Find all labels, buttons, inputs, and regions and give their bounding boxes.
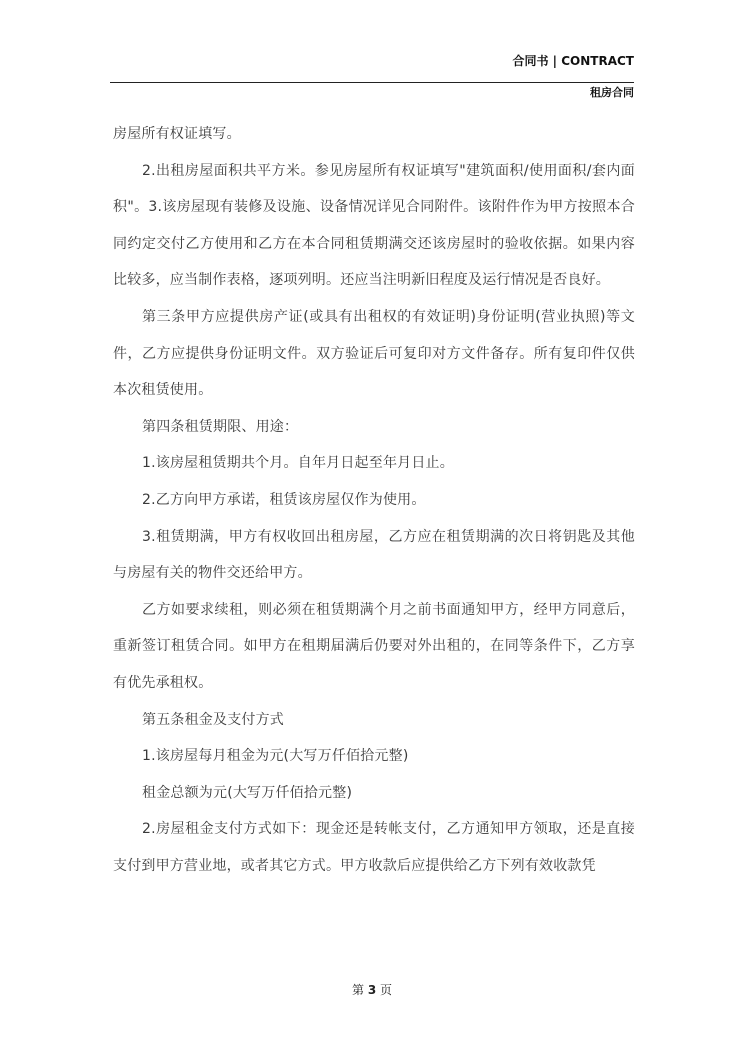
page-number-suffix: 页 — [380, 983, 393, 997]
paragraph-article-5-heading: 第五条租金及支付方式 — [142, 711, 284, 728]
paragraph-lease-use: 2.乙方向甲方承诺，租赁该房屋仅作为使用。 — [142, 491, 426, 508]
document-body — [113, 116, 635, 884]
header-divider — [110, 82, 634, 83]
paragraph-lease-term: 1.该房屋租赁期共个月。自年月日起至年月日止。 — [142, 455, 454, 472]
paragraph-renewal: 乙方如要求续租，则必须在租赁期满个月之前书面通知甲方，经甲方同意后，重新签订租赁合同。如甲方在租期届满后仍要对外出租的，在同等条件下，乙方享有优先承租权。 — [113, 601, 635, 691]
page-header — [110, 52, 634, 98]
page-number: 3 — [367, 983, 377, 997]
paragraph-area-clause: 2.出租房屋面积共平方米。参见房屋所有权证填写"建筑面积/使用面积/套内面积"。3.该房屋现有装修及设施、设备情况详见合同附件。该附件作为甲方按照本合同约定交付乙方使用和乙方在本合同租赁期满交还该房屋时的验收依据。如果内容比较多，应当制作表格，逐项列明。还应当注明新旧程度及运行情况是否良好。 — [113, 162, 635, 289]
page-footer — [0, 981, 744, 998]
paragraph-payment-method: 2.房屋租金支付方式如下：现金还是转帐支付，乙方通知甲方领取，还是直接支付到甲方营业地，或者其它方式。甲方收款后应提供给乙方下列有效收款凭 — [113, 821, 635, 874]
page-number-prefix: 第 — [351, 983, 364, 997]
paragraph-continuation: 房屋所有权证填写。 — [113, 126, 241, 142]
header-title: 合同书 | CONTRACT — [512, 54, 634, 68]
paragraph-monthly-rent: 1.该房屋每月租金为元(大写万仟佰拾元整) — [142, 748, 409, 765]
paragraph-total-rent: 租金总额为元(大写万仟佰拾元整) — [142, 784, 353, 801]
paragraph-article-4-heading: 第四条租赁期限、用途： — [142, 418, 299, 435]
paragraph-article-3: 第三条甲方应提供房产证(或具有出租权的有效证明)身份证明(营业执照)等文件，乙方应提供身份证明文件。双方验证后可复印对方文件备存。所有复印件仅供本次租赁使用。 — [113, 308, 635, 399]
header-subtitle: 租房合同 — [590, 86, 634, 99]
paragraph-lease-expiry: 3.租赁期满，甲方有权收回出租房屋，乙方应在租赁期满的次日将钥匙及其他与房屋有关的物件交还给甲方。 — [113, 528, 635, 582]
